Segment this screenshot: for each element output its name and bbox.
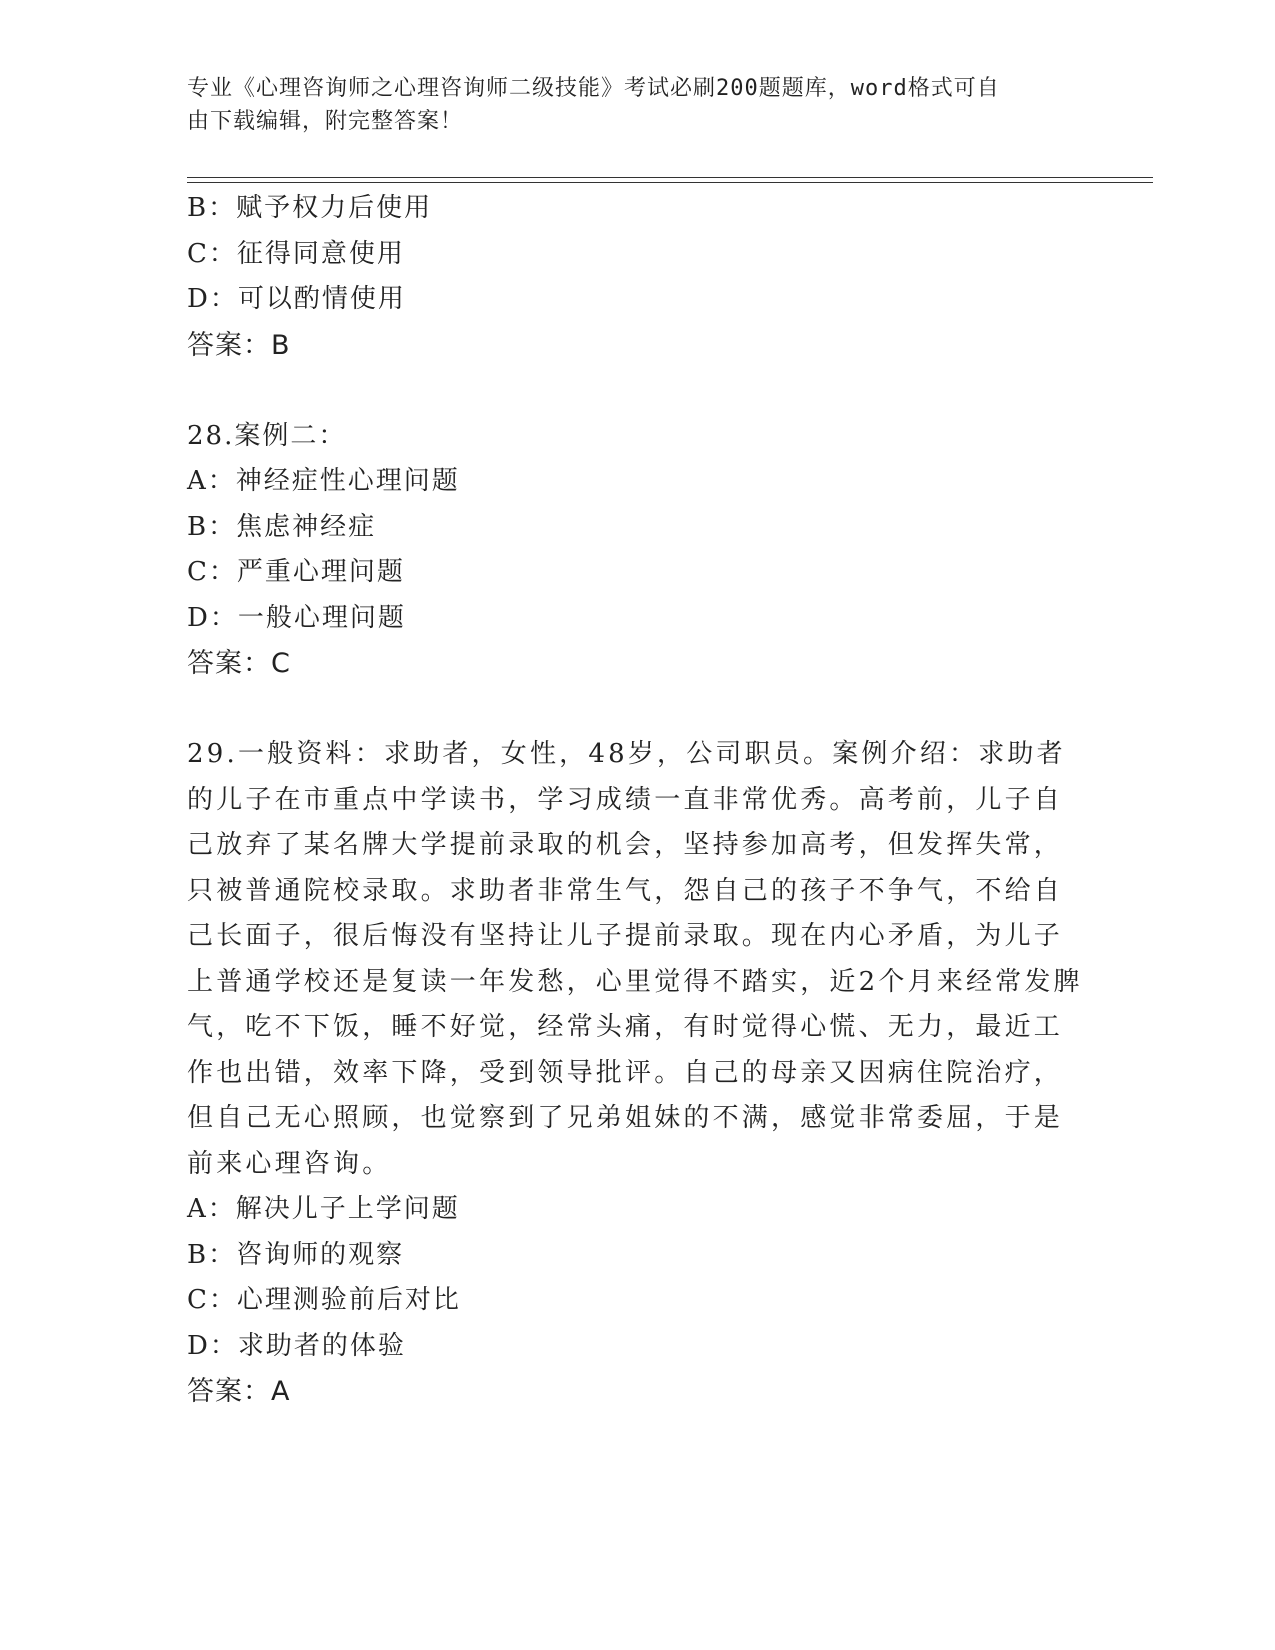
option-d: D：求助者的体验 bbox=[187, 1330, 406, 1361]
question-27 bbox=[187, 186, 1087, 368]
option-d: D：可以酌情使用 bbox=[187, 284, 406, 314]
option-b: B：焦虑神经症 bbox=[187, 511, 377, 542]
option-b: B：赋予权力后使用 bbox=[187, 193, 433, 223]
header-divider-top bbox=[187, 177, 1153, 178]
question-29 bbox=[187, 732, 1087, 1415]
header-line-1: 专业《心理咨询师之心理咨询师二级技能》考试必刷200题题库，word格式可自 bbox=[187, 76, 1000, 101]
question-stem: 28.案例二： bbox=[187, 420, 347, 451]
question-28 bbox=[187, 414, 1087, 687]
header-line-2: 由下载编辑，附完整答案！ bbox=[187, 109, 464, 134]
answer-text: 答案：C bbox=[187, 648, 291, 679]
option-a: A：神经症性心理问题 bbox=[187, 466, 460, 496]
option-b: B：咨询师的观察 bbox=[187, 1239, 405, 1270]
option-a: A：解决儿子上学问题 bbox=[187, 1194, 460, 1224]
question-stem: 29.一般资料：求助者，女性，48岁，公司职员。案例介绍：求助者的儿子在市重点中学读书，学习成绩一直非常优秀。高考前，儿子自己放弃了某名牌大学提前录取的机会，坚持参加高考，但发挥失常，只被普通院校录取。求助者非常生气，怨自己的孩子不争气，不给自己长面子，很后悔没有坚持让儿子提前录取。现在内心矛盾，为儿子上普通学校还是复读一年发愁，心里觉得不踏实，近2个月来经常发脾气，吃不下饭，睡不好觉，经常头痛，有时觉得心慌、无力，最近工作也出错，效率下降，受到领导批评。自己的母亲又因病住院治疗，但自己无心照顾，也觉察到了兄弟姐妹的不满，感觉非常委屈，于是前来心理咨询。 bbox=[187, 739, 1083, 1179]
question-content bbox=[187, 186, 1087, 1415]
option-c: C：严重心理问题 bbox=[187, 557, 405, 587]
option-c: C：征得同意使用 bbox=[187, 238, 405, 269]
option-d: D：一般心理问题 bbox=[187, 602, 406, 633]
spacer bbox=[187, 687, 1087, 733]
page-header bbox=[187, 72, 1067, 138]
header-divider-bottom bbox=[187, 182, 1153, 183]
answer-text: 答案：A bbox=[187, 1376, 291, 1407]
option-c: C：心理测验前后对比 bbox=[187, 1285, 461, 1315]
answer-text: 答案：B bbox=[187, 329, 291, 361]
spacer bbox=[187, 368, 1087, 414]
